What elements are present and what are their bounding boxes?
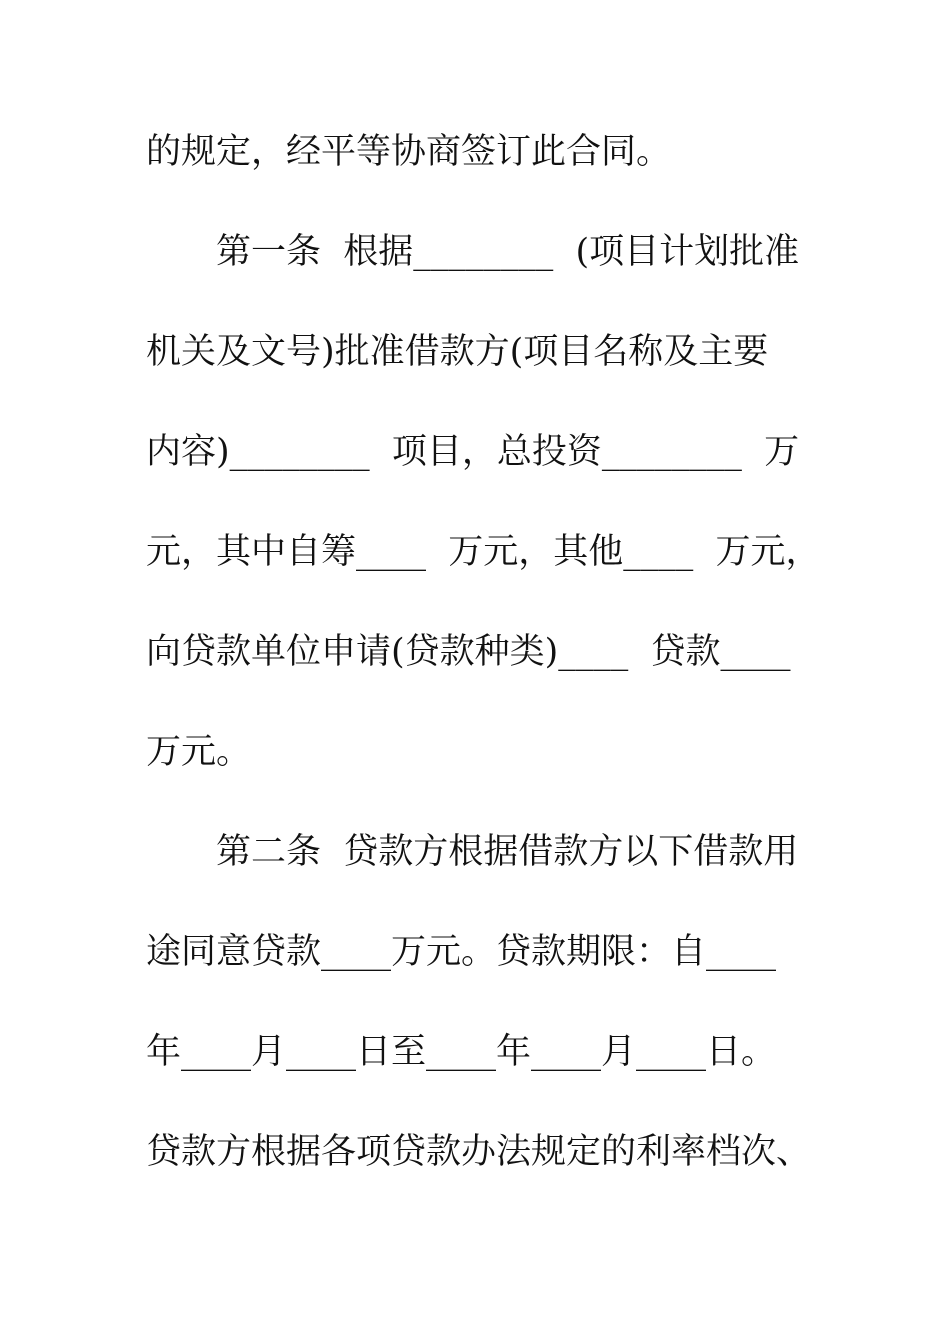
text-line: 机关及文号)批准借款方(项目名称及主要 bbox=[146, 332, 769, 372]
contract-body-text bbox=[146, 126, 821, 1226]
text-line: 万元。 bbox=[146, 732, 252, 772]
text-line: 的规定，经平等协商签订此合同。 bbox=[146, 132, 672, 172]
text-line: 向贷款单位申请(贷款种类)____ 贷款____ bbox=[146, 632, 791, 672]
text-line: 贷款方根据各项贷款办法规定的利率档次、 bbox=[146, 1132, 812, 1172]
text-line: 第一条 根据________ (项目计划批准 bbox=[146, 232, 800, 272]
text-line: 第二条 贷款方根据借款方以下借款用 bbox=[146, 832, 799, 872]
text-line: 年____月____日至____年____月____日。 bbox=[146, 1032, 777, 1072]
text-line: 元，其中自筹____ 万元，其他____ 万元， bbox=[146, 532, 821, 572]
text-line: 内容)________ 项目，总投资________ 万 bbox=[146, 432, 800, 472]
text-line: 途同意贷款____万元。贷款期限：自____ bbox=[146, 932, 777, 972]
